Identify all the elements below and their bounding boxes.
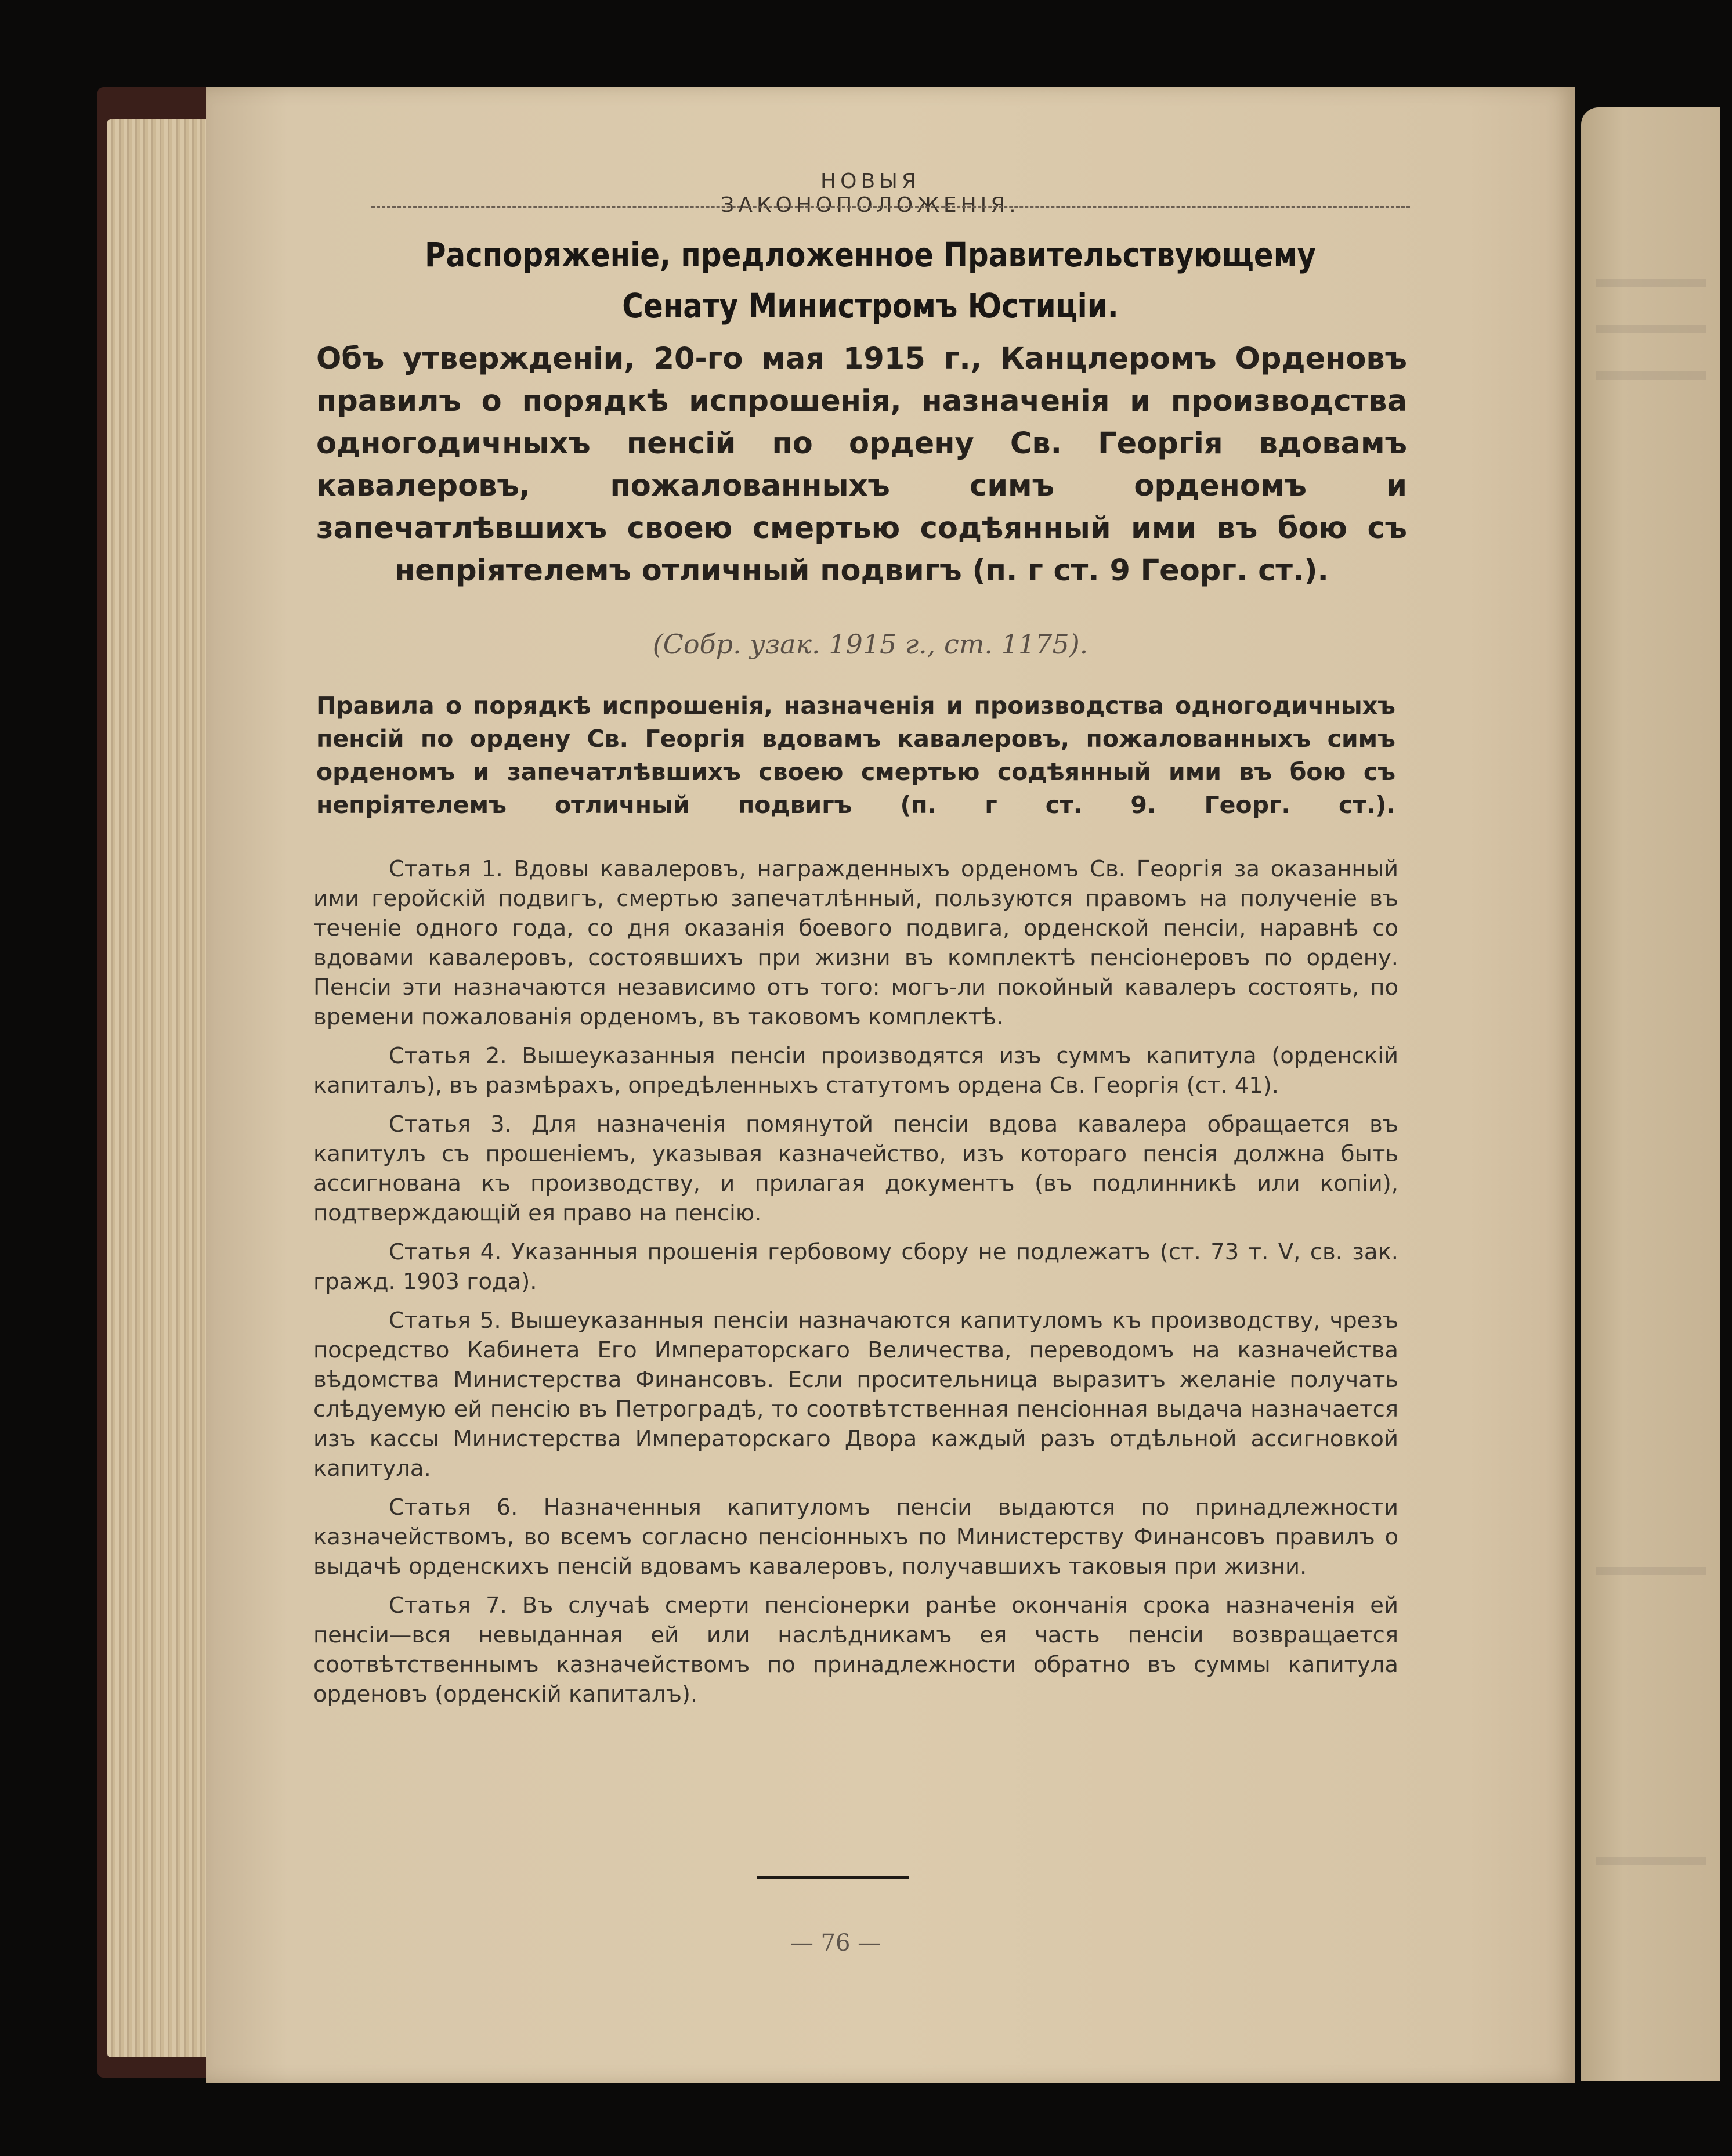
page-edges [107,119,218,2057]
article-2: Статья 2. Вышеуказанныя пенсіи производятся изъ суммъ капитула (орденскій капиталъ), въ размѣрахъ, опредѣленныхъ статутомъ ордена Св. Георгія (ст. 41). [313,1043,1398,1099]
article-3: Статья 3. Для назначенія помянутой пенсіи вдова кавалера обращается въ капитулъ съ прошеніемъ, указывая казначейство, изъ котораго пенсія должна быть ассигнована къ производству, и прилагая документъ (въ подлинникѣ или копіи), подтверждающій ея право на пенсію. [313,1111,1398,1226]
running-head: НОВЫЯ ЗАКОНОПОЛОЖЕНІЯ. [721,169,1020,217]
article-4: Статья 4. Указанныя прошенія гербовому сбору не подлежатъ (ст. 73 т. V, св. зак. гражд. 1903 года). [313,1239,1398,1295]
rules-heading: Правила о порядкѣ испрошенія, назначенія и производства одногодичныхъ пенсій по ордену Св. Георгія вдовамъ кавалеровъ, пожалованныхъ симъ орденомъ и запечатлѣвшихъ своею смертью содѣянный ими въ бою съ непріятелемъ отличный подвигъ (п. г ст. 9. Георг. ст.). [316,692,1395,819]
article-6: Статья 6. Назначенныя капитуломъ пенсіи выдаются по принадлежности казначействомъ, во всемъ согласно пенсіонныхъ по Министерству Финансовъ правилъ о выдачѣ орденскихъ пенсій вдовамъ кавалеровъ, получавшихъ таковыя при жизни. [313,1494,1398,1580]
end-rule [757,1876,909,1879]
articles-body [313,854,1398,1718]
document-title: Распоряженіе, предложенное Правительствующему Сенату Министромъ Юстиціи. [424,235,1317,326]
next-page-edge [1581,107,1720,2081]
document-subtitle: Объ утвержденіи, 20-го мая 1915 г., Канцлеромъ Орденовъ правилъ о порядкѣ испрошенія, назначенія и производства одногодичныхъ пенсій по ордену Св. Георгія вдовамъ кавалеровъ, пожалованныхъ симъ орденомъ и запечатлѣвшихъ своею смертью содѣянный ими въ бою съ непріятелемъ отличный подвигъ (п. г ст. 9 Георг. ст.). [316,342,1407,588]
article-7: Статья 7. Въ случаѣ смерти пенсіонерки ранѣе окончанія срока назначенія ей пенсіи—вся невыданная ей или наслѣдникамъ ея часть пенсіи возвращается соотвѣтственнымъ казначействомъ по принадлежности обратно въ суммы капитула орденовъ (орденскій капиталъ). [313,1592,1398,1707]
bleed-through-line [1596,325,1706,333]
article-1: Статья 1. Вдовы кавалеровъ, награжденныхъ орденомъ Св. Георгія за оказанный ими геройскій подвигъ, смертью запечатлѣнный, пользуются правомъ на полученіе въ теченіе одного года, со дня оказанія боевого подвига, орденской пенсіи, наравнѣ со вдовами кавалеровъ, состоявшихъ при жизни въ комплектѣ пенсіонеровъ по ордену. Пенсіи эти назначаются независимо отъ того: могъ-ли покойный кавалеръ состоять, по времени пожалованія орденомъ, въ таковомъ комплектѣ. [313,856,1398,1030]
page-number: — 76 — [790,1930,881,1956]
header-rule [371,206,1410,208]
citation: (Собр. узак. 1915 г., ст. 1175). [652,629,1089,660]
bleed-through-line [1596,371,1706,380]
bleed-through-line [1596,1567,1706,1575]
bleed-through-line [1596,279,1706,287]
bleed-through-line [1596,1857,1706,1865]
article-5: Статья 5. Вышеуказанныя пенсіи назначаются капитуломъ къ производству, чрезъ посредство Кабинета Его Императорскаго Величества, переводомъ на казначейства вѣдомства Министерства Финансовъ. Если просительница выразитъ желаніе получать слѣдуемую ей пенсію въ Петроградѣ, то соотвѣтственная пенсіонная выдача назначается изъ кассы Министерства Императорскаго Двора каждый разъ отдѣльной ассигновкой капитула. [313,1308,1398,1482]
